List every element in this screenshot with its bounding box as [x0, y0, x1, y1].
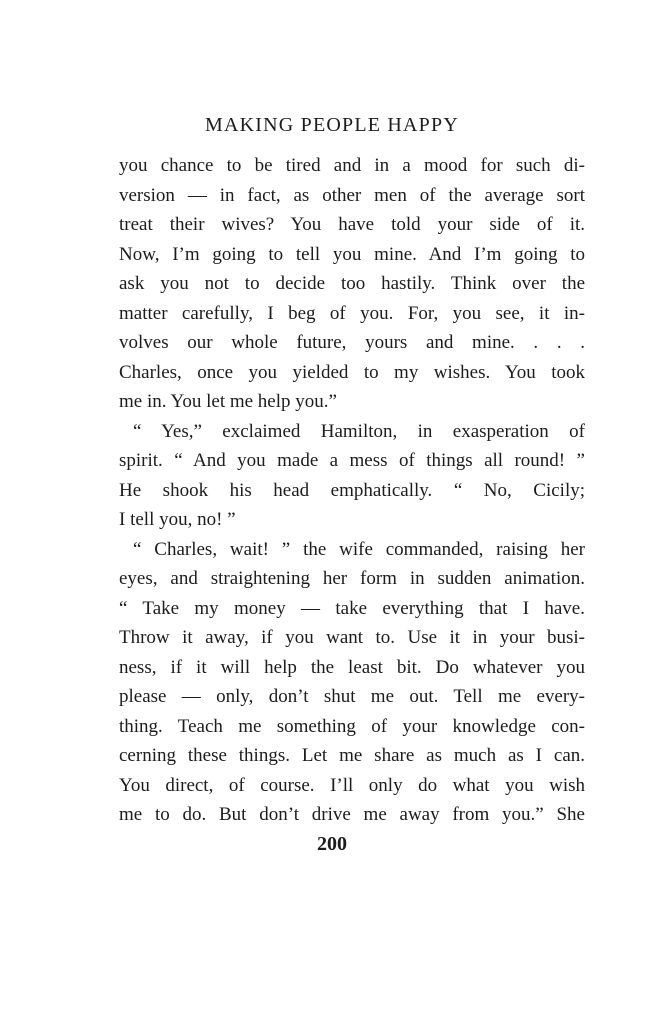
text-line: ask you not to decide too hastily. Think over the — [119, 273, 585, 294]
text-line: version — in fact, as other men of the average sort — [119, 184, 585, 206]
text-line: He shook his head emphatically. “ No, Cicily; — [119, 479, 585, 501]
text-line: I tell you, no! ” — [119, 509, 236, 530]
text-line: treat their wives? You have told your side of it. — [119, 214, 585, 235]
text-line: cerning these things. Let me share as much as I can. — [119, 745, 585, 766]
text-line: volves our whole future, yours and mine. . . . — [119, 332, 585, 353]
text-line: “ Take my money — take everything that I have. — [119, 597, 585, 619]
page-number: 200 — [317, 833, 347, 855]
text-line: eyes, and straightening her form in sudden animation. — [119, 568, 585, 589]
text-line: “ Charles, wait! ” the wife commanded, raising her — [133, 538, 585, 560]
text-line: me to do. But don’t drive me away from you.” She — [119, 804, 585, 825]
text-line: “ Yes,” exclaimed Hamilton, in exasperation of — [133, 420, 585, 442]
text-line: You direct, of course. I’ll only do what you wish — [119, 774, 585, 796]
text-line: you chance to be tired and in a mood for such di- — [119, 155, 585, 176]
text-line: spirit. “ And you made a mess of things all round! ” — [119, 450, 585, 471]
text-line: Throw it away, if you want to. Use it in your busi- — [119, 627, 585, 648]
text-line: Charles, once you yielded to my wishes. You took — [119, 361, 585, 383]
running-head: MAKING PEOPLE HAPPY — [205, 114, 459, 136]
text-line: please — only, don’t shut me out. Tell me every- — [119, 686, 585, 707]
text-line: ness, if it will help the least bit. Do whatever you — [119, 656, 585, 678]
text-line: matter carefully, I beg of you. For, you see, it in- — [119, 302, 585, 324]
text-line: Now, I’m going to tell you mine. And I’m going to — [119, 243, 585, 265]
text-line: thing. Teach me something of your knowledge con- — [119, 715, 585, 737]
text-line: me in. You let me help you.” — [119, 391, 337, 412]
body-text — [119, 151, 585, 830]
